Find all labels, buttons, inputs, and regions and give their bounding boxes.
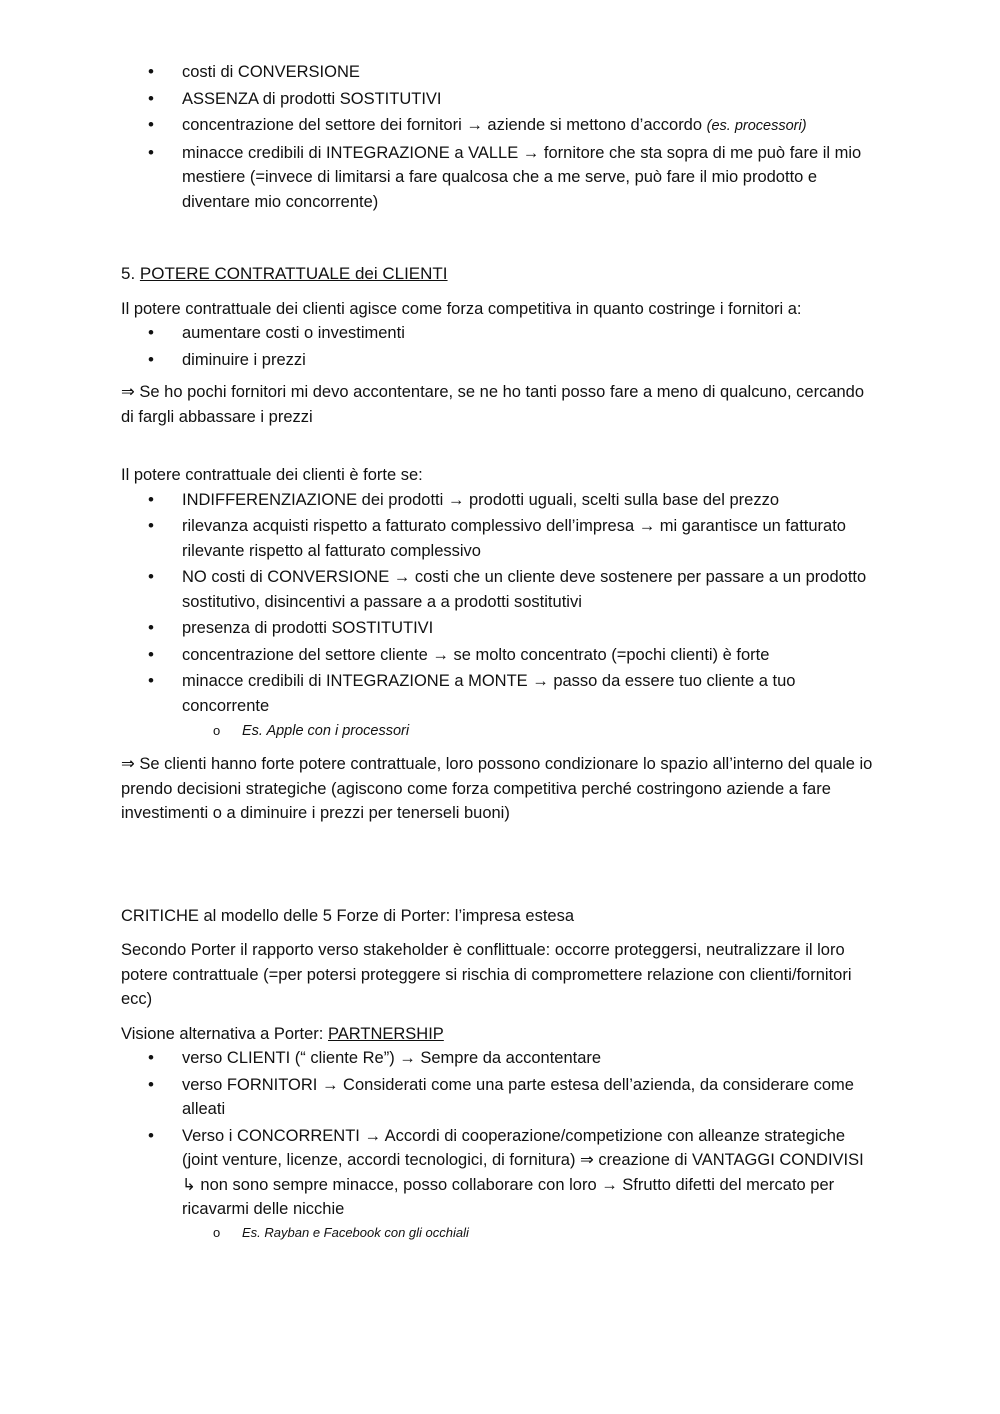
list-item: • NO costi di CONVERSIONE → costi che un cliente deve sostenere per passare a un prodotto sostitutivo, disincentivi a passare a a prodotti sostitutivi <box>121 565 881 614</box>
list-item: • ASSENZA di prodotti SOSTITUTIVI <box>121 87 881 112</box>
section-heading: CRITICHE al modello delle 5 Forze di Porter: l’impresa estesa <box>121 906 575 925</box>
partnership-term: PARTNERSHIP <box>327 1024 444 1043</box>
paragraph: Secondo Porter il rapporto verso stakeholder è conflittuale: occorre proteggersi, neutralizzare il loro potere contrattuale (=per potersi proteggere si rischia di compromettere relazione con clienti/fornitori ecc) <box>121 941 852 1008</box>
paragraph: ⇒ Se ho pochi fornitori mi devo accontentare, se ne ho tanti posso fare a meno di qualcuno, cercando di fargli abbassare i prezzi <box>121 383 865 426</box>
list-item-note: (es. processori) <box>706 118 807 134</box>
example-item: o Es. Apple con i processori <box>121 720 881 742</box>
list-item: • verso CLIENTI (“ cliente Re”) → Sempre da accontentare <box>121 1046 881 1071</box>
bullet-list <box>121 321 881 372</box>
list-item: • rilevanza acquisti rispetto a fatturato complessivo dell’impresa → mi garantisce un fatturato rilevante rispetto al fatturato complessivo <box>121 514 881 563</box>
list-item: • verso FORNITORI → Considerati come una parte estesa dell’azienda, da considerare come alleati <box>121 1073 881 1122</box>
bullet-list <box>121 488 881 719</box>
list-item: • diminuire i prezzi <box>121 348 881 373</box>
document-page <box>121 60 881 1242</box>
paragraph: Visione alternativa a Porter: PARTNERSHIP <box>121 1024 444 1043</box>
section-heading: 5. POTERE CONTRATTUALE dei CLIENTI <box>121 264 448 283</box>
list-item: • presenza di prodotti SOSTITUTIVI <box>121 616 881 641</box>
bullet-list <box>121 1046 881 1222</box>
paragraph: ⇒ Se clienti hanno forte potere contrattuale, loro possono condizionare lo spazio all’interno del quale io prendo decisioni strategiche (agiscono come forza competitiva perché costringono aziende a fare investimenti o a diminuire i prezzi per tenerseli buoni) <box>121 755 873 822</box>
list-item: • minacce credibili di INTEGRAZIONE a MONTE → passo da essere tuo cliente a tuo concorrente <box>121 669 881 718</box>
list-item: • minacce credibili di INTEGRAZIONE a VALLE → fornitore che sta sopra di me può fare il mio mestiere (=invece di limitarsi a fare qualcosa che a me serve, può fare il mio prodotto e diventare mio concorrente) <box>121 141 881 215</box>
list-item: • concentrazione del settore cliente → se molto concentrato (=pochi clienti) è forte <box>121 643 881 668</box>
paragraph: Il potere contrattuale dei clienti è forte se: <box>121 466 423 484</box>
list-item: • costi di CONVERSIONE <box>121 60 881 85</box>
supplier-power-list <box>121 60 881 214</box>
example-item: o Es. Rayban e Facebook con gli occhiali <box>121 1224 881 1242</box>
list-item: • Verso i CONCORRENTI → Accordi di cooperazione/competizione con alleanze strategiche (joint venture, licenze, accordi tecnologici, di fornitura) ⇒ creazione di VANTAGGI CONDIVISI ↳ non sono sempre minacce, posso collaborare con loro → Sfrutto difetti del mercato per ricavarmi delle nicchie <box>121 1124 881 1222</box>
paragraph: Il potere contrattuale dei clienti agisce come forza competitiva in quanto costringe i fornitori a: <box>121 299 802 318</box>
list-item: • concentrazione del settore dei fornitori → aziende si mettono d’accordo (es. processori) <box>121 113 881 139</box>
list-item: • INDIFFERENZIAZIONE dei prodotti → prodotti uguali, scelti sulla base del prezzo <box>121 488 881 513</box>
list-item: • aumentare costi o investimenti <box>121 321 881 346</box>
